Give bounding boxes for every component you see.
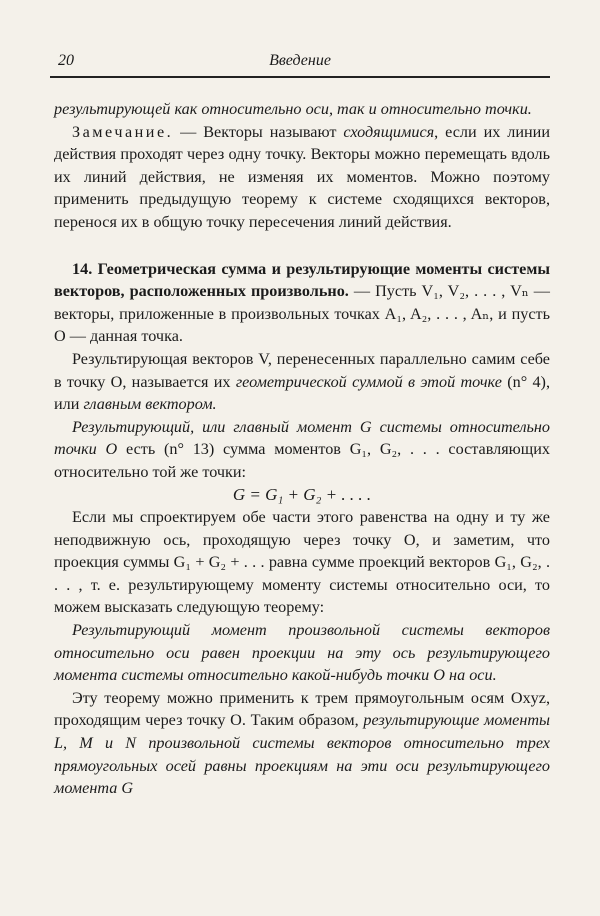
axes-text: Эту теорему можно применить к трем прямоугольным осям Oxyz, проходящим через точку O. Таким образом, xyxy=(54,688,550,730)
geometric-sum-ref: (n° 4), или xyxy=(54,372,550,414)
paragraph-axes xyxy=(54,687,550,800)
axes-emphasis: результирующие моменты L, M и N произвольной системы векторов относительно трех прямоугольных осей равны проекциям на эти оси результирующего момента G xyxy=(54,711,551,798)
running-title: Введение xyxy=(269,52,331,69)
resultant-moment-emphasis: Результирующий, или главный момент G системы относительно точки O xyxy=(54,417,550,459)
remark-rest: , если их линии действия проходят через одну точку. Векторы можно перемещать вдоль их линий действия, не изменяя их моментов. Можно поэтому применить предыдущую теорему к системе сходящихся векторов, перенося их в общую точку пересечения линий действия. xyxy=(54,122,550,231)
body-text xyxy=(54,98,550,800)
remark-emphasis: сходящимися xyxy=(343,122,435,141)
geometric-sum-text: Результирующая векторов V, перенесенных параллельно самим себе в точку O, называется их xyxy=(54,349,550,391)
equation: G = G₁ + G₂ + . . . . xyxy=(232,484,372,504)
section-intro: — Пусть V₁, V₂, . . . , Vₙ — векторы, приложенные в произвольных точках A₁, A₂, . . . , Aₙ, и пусть O — данная точка. xyxy=(54,282,550,346)
page-number: 20 xyxy=(58,52,74,69)
paragraph-projection: Если мы спроектируем обе части этого равенства на одну и ту же неподвижную ось, проходящую через точку O, и заметим, что проекция суммы G₁ + G₂ + . . . равна сумме проекций векторов G₁, G₂, . . . , т. е. результирующему моменту системы относительно оси, то можем высказать следующую теорему: xyxy=(54,508,550,617)
remark-term: Замечание. xyxy=(72,122,174,141)
main-vector-emphasis: главным вектором. xyxy=(83,395,217,414)
geometric-sum-emphasis: геометрической суммой в этой точке xyxy=(235,372,502,391)
theorem-statement: Результирующий момент произвольной системы векторов относительно оси равен проекции на эту ось результирующего момента системы относительно какой-нибудь точки O на оси. xyxy=(54,621,550,685)
paragraph-section-14 xyxy=(54,258,550,348)
paragraph-continuation: результирующей как относительно оси, так и относительно точки. xyxy=(54,100,532,118)
running-header xyxy=(50,52,550,78)
paragraph-remark xyxy=(54,121,550,234)
resultant-moment-rest: есть (n° 13) сумма моментов G₁, G₂, . . . составляющих относительно той же точки: xyxy=(54,440,551,481)
paragraph-resultant-moment xyxy=(54,416,550,484)
paragraph-geometric-sum xyxy=(54,348,550,416)
section-heading: 14. Геометрическая сумма и результирующие моменты системы векторов, расположенных произвольно. xyxy=(54,259,550,301)
remark-text: — Векторы называют xyxy=(173,122,344,141)
